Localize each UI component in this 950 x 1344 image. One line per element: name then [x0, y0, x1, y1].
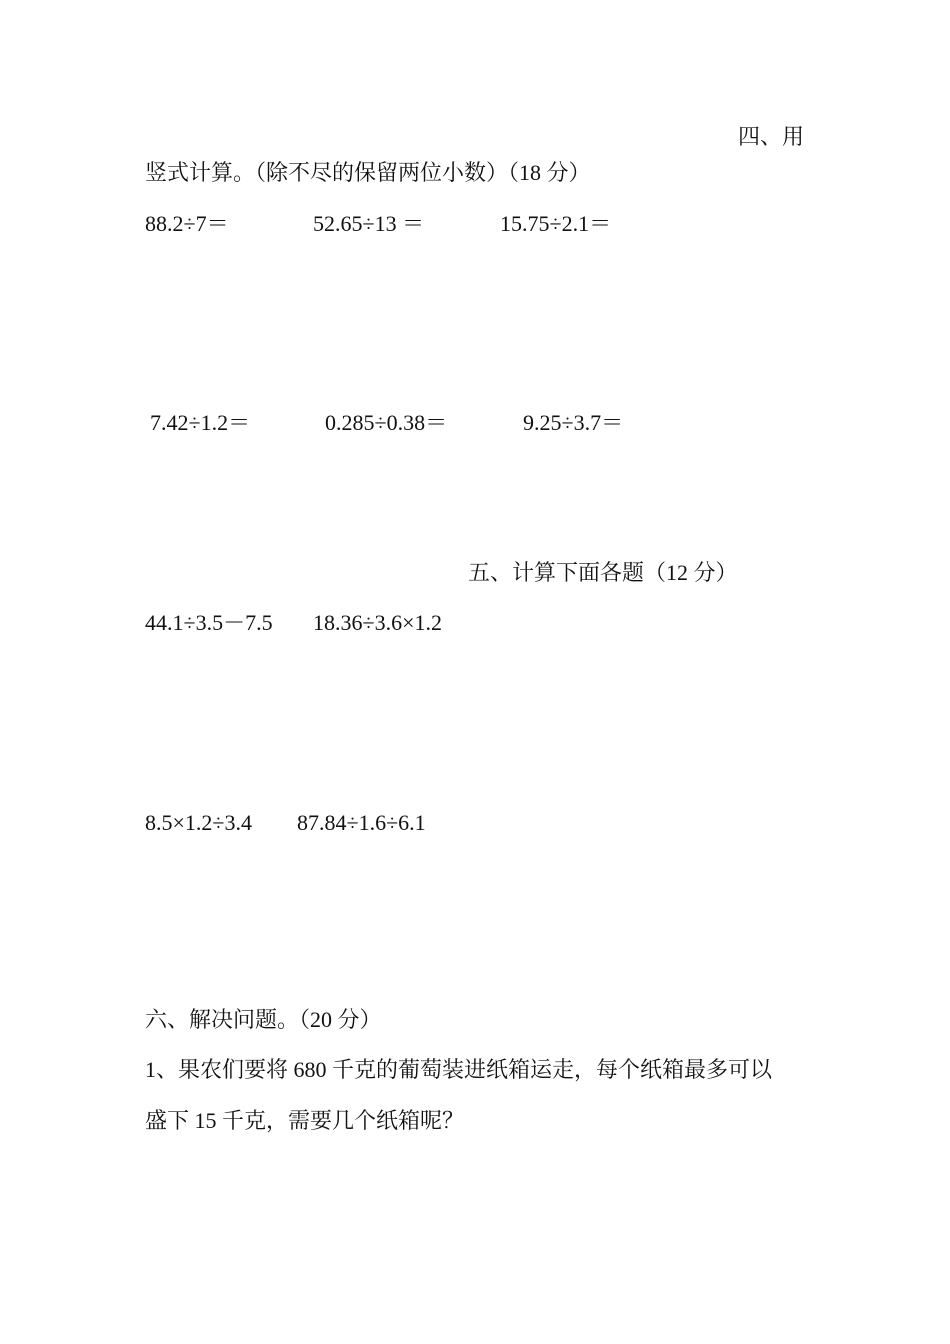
section4-heading: 四、用 — [738, 124, 805, 149]
problem-4-2: 52.65÷13 ＝ — [313, 211, 425, 236]
problem-5-2: 18.36÷3.6×1.2 — [313, 610, 442, 635]
problem-5-3: 8.5×1.2÷3.4 — [145, 810, 252, 835]
problem-5-1: 44.1÷3.5－7.5 — [145, 610, 273, 635]
word-problem-1-line2: 盛下 15 千克，需要几个纸箱呢？ — [145, 1108, 465, 1133]
section6-heading: 六、解决问题。（20 分） — [145, 1007, 382, 1032]
problem-4-4: 7.42÷1.2＝ — [150, 410, 251, 435]
problem-4-1: 88.2÷7＝ — [145, 211, 229, 236]
section5-heading: 五、计算下面各题（12 分） — [468, 560, 738, 585]
problem-4-6: 9.25÷3.7＝ — [523, 410, 624, 435]
problem-5-4: 87.84÷1.6÷6.1 — [297, 810, 426, 835]
section4-instruction: 竖式计算。（除不尽的保留两位小数）（18 分） — [145, 160, 591, 185]
word-problem-1-line1: 1、果农们要将 680 千克的葡萄装进纸箱运走，每个纸箱最多可以 — [145, 1057, 773, 1082]
problem-4-5: 0.285÷0.38＝ — [325, 410, 448, 435]
problem-4-3: 15.75÷2.1＝ — [500, 211, 612, 236]
